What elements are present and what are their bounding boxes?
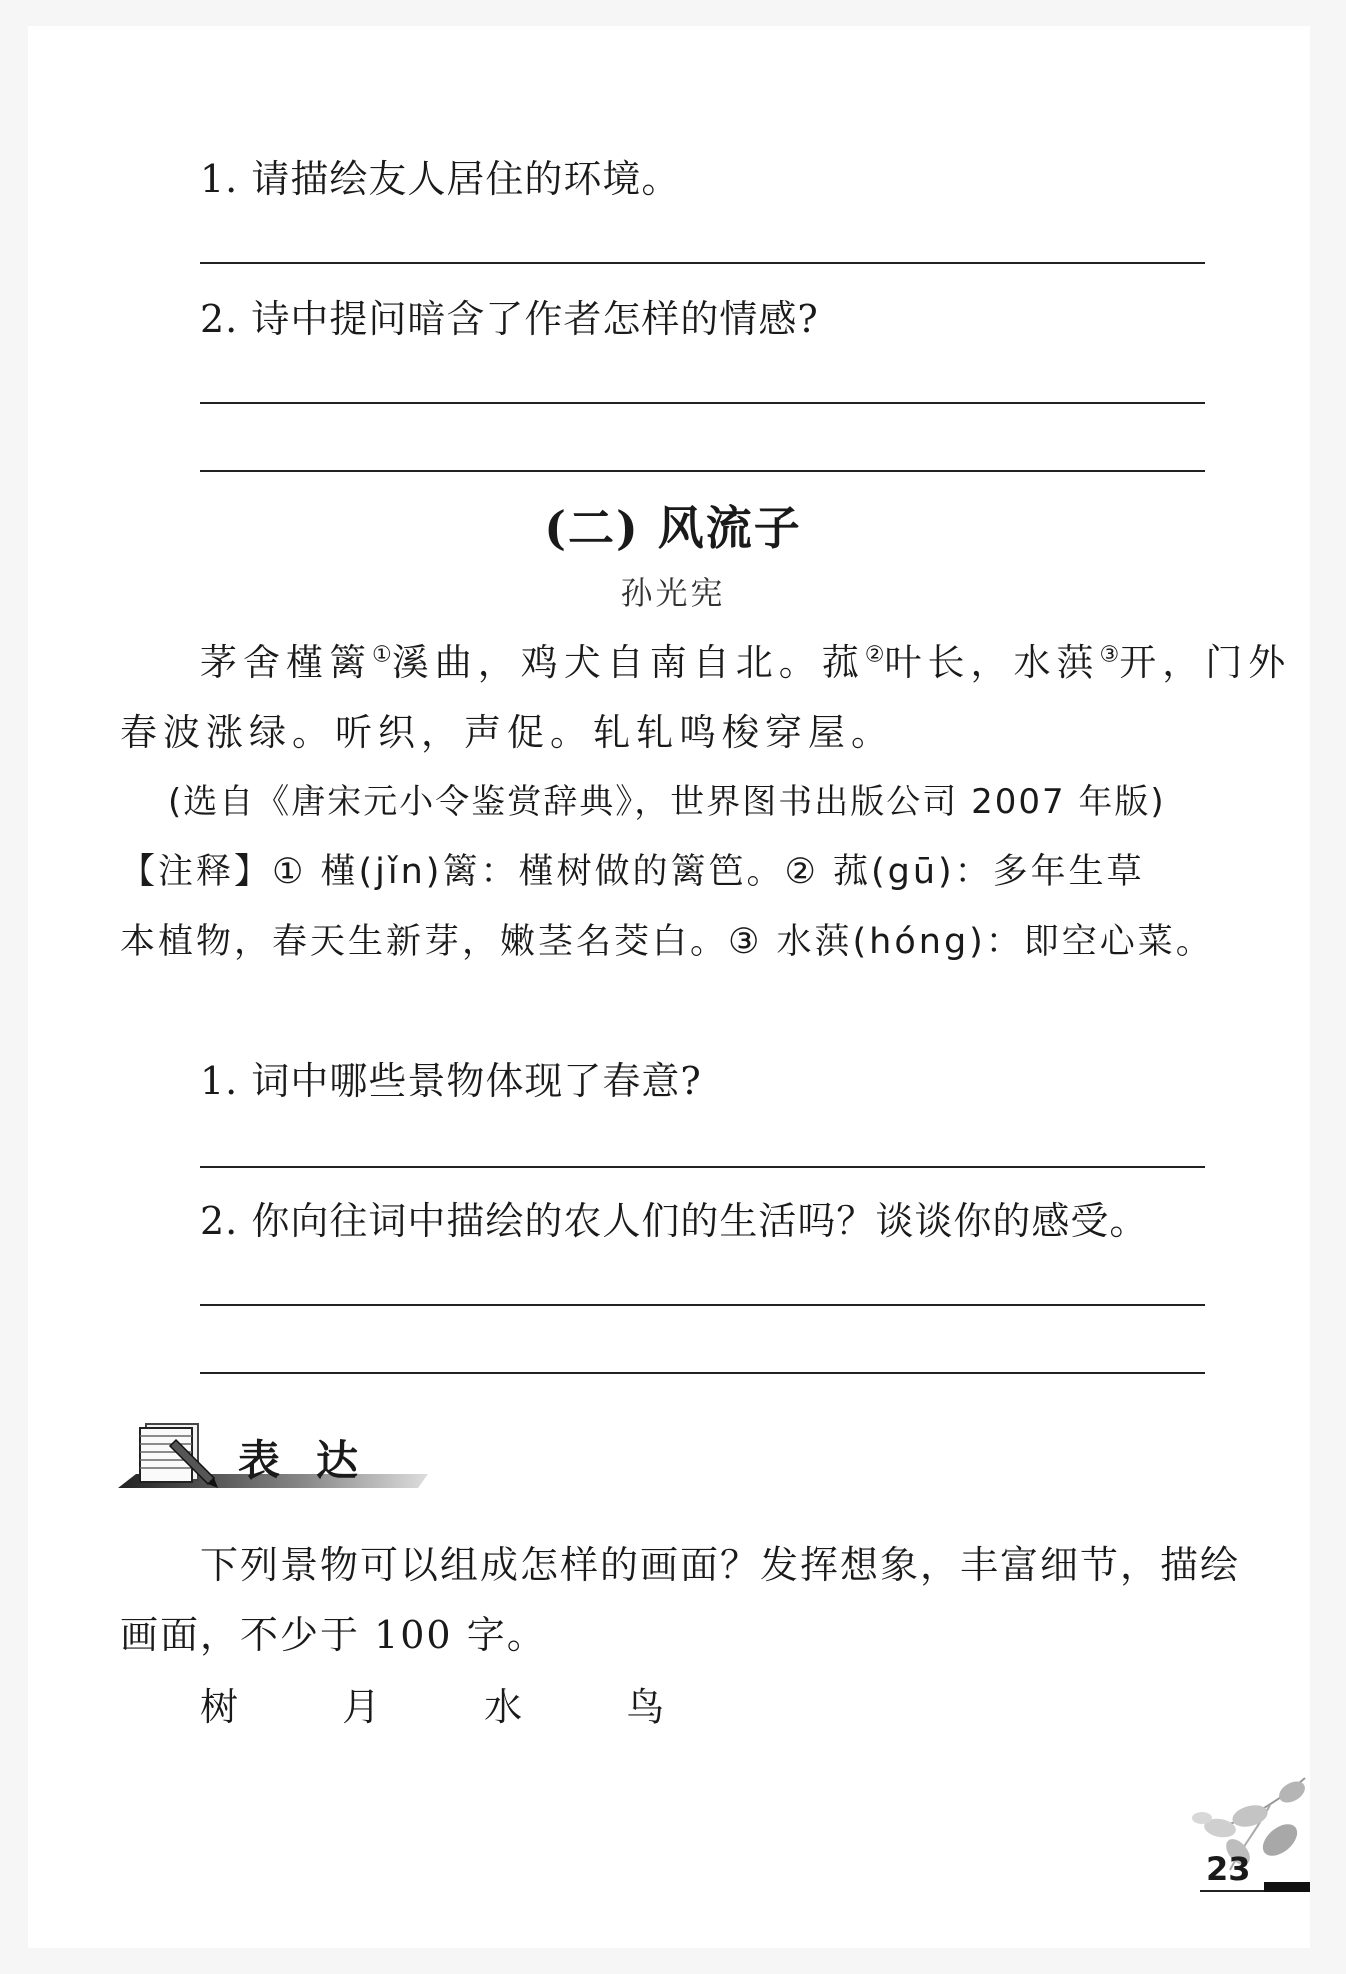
poem-source: (选自《唐宋元小令鉴赏辞典》，世界图书出版公司 2007 年版) — [168, 782, 1166, 822]
annotation-line-1: 【注释】① 槿(jǐn)篱：槿树做的篱笆。② 菰(gū)：多年生草 — [120, 852, 1145, 892]
answer-line — [200, 402, 1205, 404]
expression-section-title: 表达 — [238, 1436, 395, 1485]
page-number: 23 — [1206, 1850, 1251, 1888]
poem-title: (二) 风流子 — [544, 501, 802, 555]
poem-line-1: 茅舍槿篱①溪曲，鸡犬自南自北。菰②叶长，水葓③开，门外 — [200, 641, 1292, 684]
footnote-mark-3: ③ — [1099, 642, 1120, 668]
expression-keywords: 树 月 水 鸟 — [200, 1685, 711, 1729]
question-1-spring: 1. 词中哪些景物体现了春意? — [200, 1059, 702, 1103]
footnote-mark-1: ① — [372, 642, 392, 668]
annotation-line-2: 本植物，春天生新芽，嫩茎名茭白。③ 水葓(hóng)：即空心菜。 — [120, 922, 1214, 962]
answer-line — [200, 1166, 1205, 1168]
poem-line-2: 春波涨绿。听织，声促。轧轧鸣梭穿屋。 — [120, 711, 894, 754]
expression-prompt-line-1: 下列景物可以组成怎样的画面？发挥想象，丰富细节，描绘 — [200, 1543, 1241, 1587]
answer-line — [200, 470, 1205, 472]
expression-prompt-line-2: 画面，不少于 100 字。 — [120, 1613, 547, 1657]
answer-line — [200, 1304, 1205, 1306]
answer-line — [200, 262, 1205, 264]
question-2-emotion: 2. 诗中提问暗含了作者怎样的情感? — [200, 297, 819, 341]
page-number-bar — [1264, 1882, 1310, 1892]
footnote-mark-2: ② — [864, 642, 885, 668]
question-2-feelings: 2. 你向往词中描绘的农人们的生活吗？谈谈你的感受。 — [200, 1199, 1149, 1243]
notebook-pencil-icon — [140, 1424, 218, 1488]
poem-author: 孙光宪 — [620, 574, 726, 612]
question-1-environment: 1. 请描绘友人居住的环境。 — [200, 157, 681, 201]
answer-line — [200, 1372, 1205, 1374]
